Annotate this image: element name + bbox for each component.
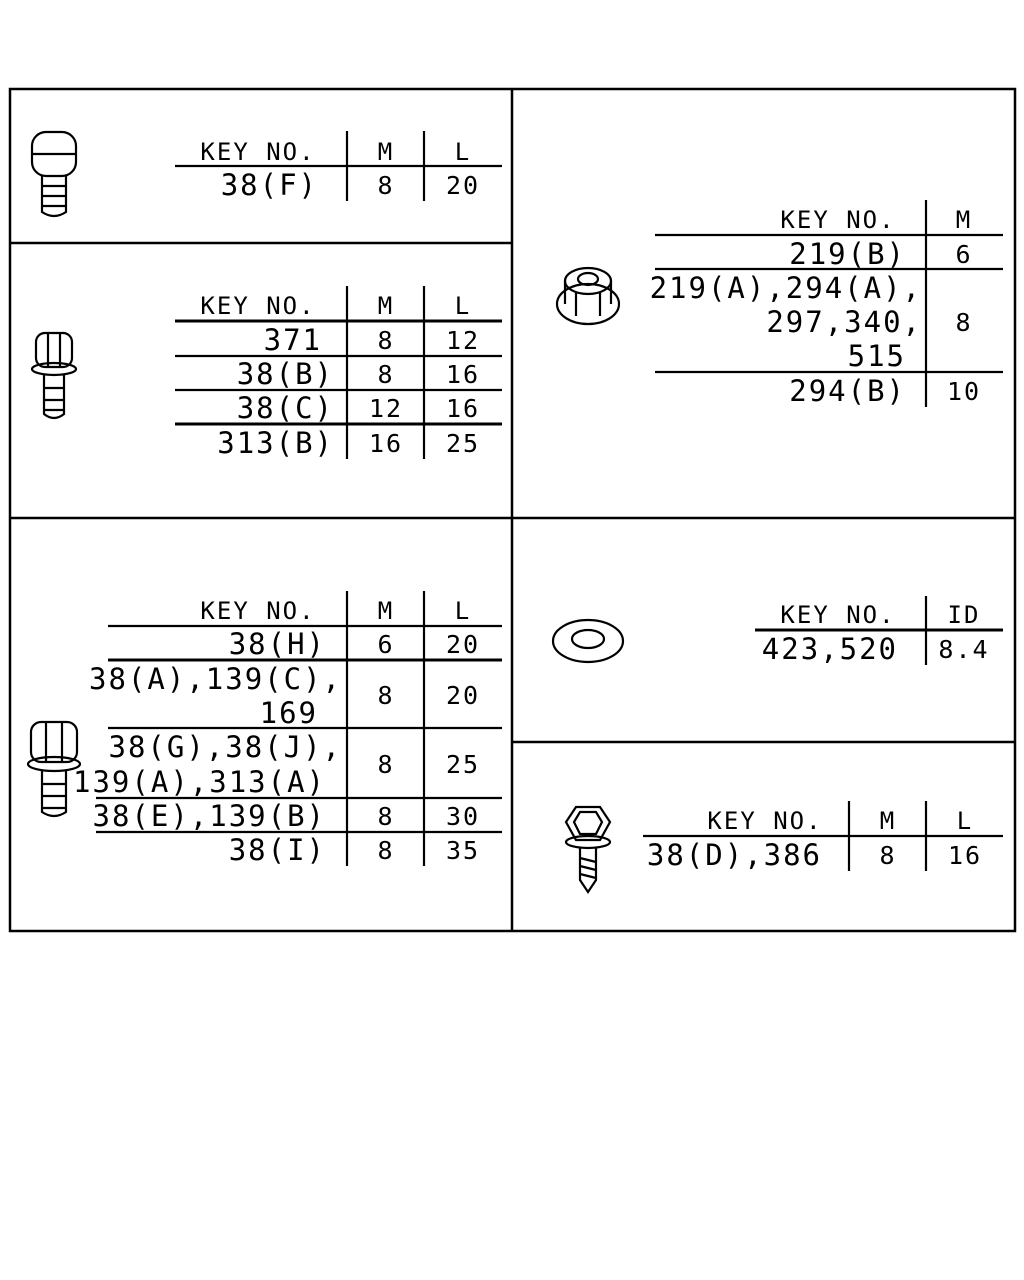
row-m: 8 [377,326,395,355]
header-l: L [454,597,472,625]
row-l: 25 [445,750,481,779]
row-key: 38(F) [220,168,318,202]
row-m: 16 [368,429,404,458]
row-m: 8 [879,841,897,870]
hex-tapping-screw-icon [566,807,610,892]
row-key: 38(H) [228,627,326,661]
row-m: 8 [955,308,973,337]
row-l: 20 [445,171,481,200]
flange-nut-icon [557,268,619,324]
header-m: M [955,206,973,234]
row-key-line: 38(G),38(J), [108,730,342,764]
row-key-line: 139(A),313(A) [73,765,326,799]
header-m: M [377,597,395,625]
header-m: M [377,138,395,166]
row-m: 8 [377,171,395,200]
header-key-no: KEY NO. [780,601,896,629]
row-key: 371 [263,323,322,357]
header-key-no: KEY NO. [200,597,316,625]
header-m: M [377,292,395,320]
washer-icon [553,620,623,662]
row-m: 8 [377,836,395,865]
row-m: 6 [955,240,973,269]
row-l: 25 [445,429,481,458]
row-l: 20 [445,681,481,710]
row-key-line: 169 [259,696,318,730]
row-key: 219(B) [789,237,906,271]
flange-bolt-icon [32,333,76,418]
header-key-no: KEY NO. [200,292,316,320]
header-key-no: KEY NO. [707,807,823,835]
row-m: 8 [377,750,395,779]
row-key: 38(B) [236,357,334,391]
row-key-line: 219(A),294(A), [649,271,922,305]
row-l: 16 [445,360,481,389]
row-l: 12 [445,326,481,355]
row-l: 16 [445,394,481,423]
header-l: L [454,292,472,320]
row-key: 294(B) [789,374,906,408]
header-key-no: KEY NO. [780,206,896,234]
row-m: 6 [377,630,395,659]
row-m: 12 [368,394,404,423]
row-l: 20 [445,630,481,659]
row-l: 16 [947,841,983,870]
row-key: 313(B) [217,426,334,460]
row-key: 38(C) [236,391,334,425]
row-m: 8 [377,681,395,710]
row-key: 38(E),139(B) [92,799,326,833]
row-m: 8 [377,360,395,389]
header-id: ID [947,601,981,629]
row-key: 38(I) [228,833,326,867]
row-key-line: 297,340, [766,305,922,339]
row-m: 10 [946,377,982,406]
header-l: L [956,807,974,835]
row-key-line: 515 [847,339,906,373]
row-key: 38(D),386 [646,838,822,872]
header-m: M [879,807,897,835]
row-key-line: 38(A),139(C), [89,662,342,696]
row-key: 423,520 [761,632,898,666]
row-id: 8.4 [938,635,990,664]
row-m: 8 [377,802,395,831]
row-l: 30 [445,802,481,831]
flange-bolt-icon [32,132,76,216]
header-key-no: KEY NO. [200,138,316,166]
header-l: L [454,138,472,166]
row-l: 35 [445,836,481,865]
